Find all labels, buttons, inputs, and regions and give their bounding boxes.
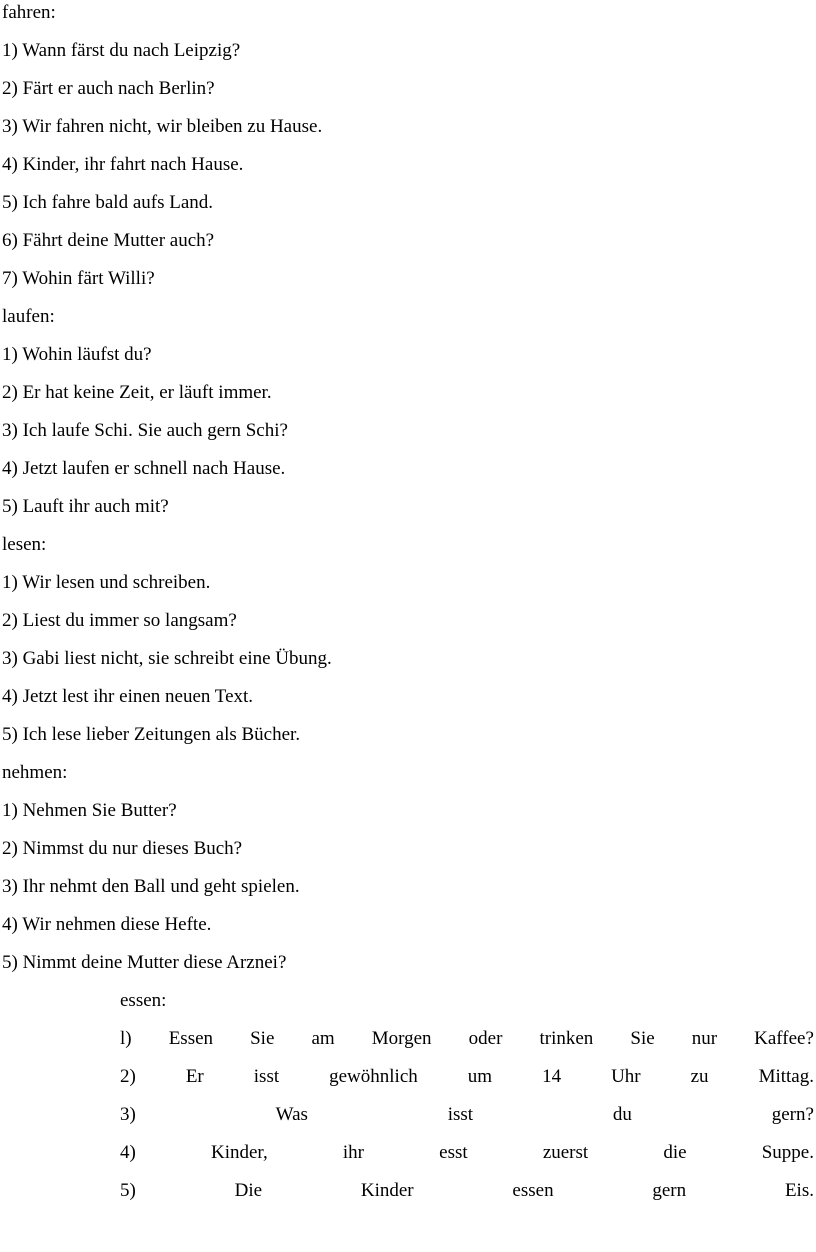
word: 5) [120, 1180, 136, 1201]
essen-block [120, 982, 814, 1210]
word: Kinder, [210, 1142, 268, 1163]
word: gern? [771, 1104, 814, 1125]
word: Sie [250, 1028, 275, 1049]
sentence-laufen-4: 4) Jetzt laufen er schnell nach Hause. [2, 458, 286, 479]
sentence-nehmen-4: 4) Wir nehmen diese Hefte. [2, 914, 212, 935]
sentence-lesen-5: 5) Ich lese lieber Zeitungen als Bücher. [2, 724, 301, 745]
word: Eis. [784, 1180, 814, 1201]
sentence-lesen-2: 2) Liest du immer so langsam? [2, 610, 237, 631]
word: Mittag. [758, 1066, 814, 1087]
word: oder [468, 1028, 503, 1049]
sentence-fahren-4: 4) Kinder, ihr fahrt nach Hause. [2, 154, 244, 175]
sentence-laufen-3: 3) Ich laufe Schi. Sie auch gern Schi? [2, 420, 288, 441]
word: Kaffee? [754, 1028, 814, 1049]
word: gern [652, 1180, 687, 1201]
sentence-essen-1 [120, 1020, 814, 1058]
sentence-laufen-2: 2) Er hat keine Zeit, er läuft immer. [2, 382, 272, 403]
sentence-fahren-1: 1) Wann färst du nach Leipzig? [2, 40, 241, 61]
sentence-fahren-7: 7) Wohin färt Willi? [2, 268, 155, 289]
sentence-essen-3 [120, 1096, 814, 1134]
word: Kinder [360, 1180, 414, 1201]
word: gewöhnlich [329, 1066, 418, 1087]
word: um [467, 1066, 493, 1087]
word: Suppe. [761, 1142, 814, 1163]
word: Was [275, 1104, 308, 1125]
sentence-nehmen-1: 1) Nehmen Sie Butter? [2, 800, 177, 821]
sentence-nehmen-2: 2) Nimmst du nur dieses Buch? [2, 838, 243, 859]
word: Essen [168, 1028, 214, 1049]
word: Sie [630, 1028, 655, 1049]
word: nur [691, 1028, 718, 1049]
word: am [311, 1028, 335, 1049]
section-heading-laufen: laufen: [2, 306, 55, 327]
sentence-lesen-3: 3) Gabi liest nicht, sie schreibt eine Übung. [2, 648, 332, 669]
word: zu [690, 1066, 709, 1087]
word: trinken [539, 1028, 594, 1049]
section-heading-lesen: lesen: [2, 534, 47, 555]
word: 4) [120, 1142, 136, 1163]
sentence-nehmen-5: 5) Nimmt deine Mutter diese Arznei? [2, 952, 287, 973]
word: Er [185, 1066, 204, 1087]
sentence-fahren-5: 5) Ich fahre bald aufs Land. [2, 192, 214, 213]
sentence-lesen-1: 1) Wir lesen und schreiben. [2, 572, 211, 593]
word: isst [447, 1104, 474, 1125]
word: 2) [120, 1066, 136, 1087]
section-heading-nehmen: nehmen: [2, 762, 68, 783]
word: die [663, 1142, 687, 1163]
word: Uhr [611, 1066, 641, 1087]
word: Die [234, 1180, 263, 1201]
word: 14 [542, 1066, 562, 1087]
section-heading-essen: essen: [120, 990, 167, 1011]
sentence-fahren-6: 6) Fährt deine Mutter auch? [2, 230, 215, 251]
section-heading-fahren: fahren: [2, 2, 56, 23]
word: isst [253, 1066, 280, 1087]
sentence-laufen-1: 1) Wohin läufst du? [2, 344, 152, 365]
word: ihr [342, 1142, 364, 1163]
sentence-laufen-5: 5) Lauft ihr auch mit? [2, 496, 169, 517]
word: du [612, 1104, 632, 1125]
word: essen [512, 1180, 554, 1201]
sentence-essen-5 [120, 1172, 814, 1210]
word: esst [439, 1142, 468, 1163]
sentence-essen-2 [120, 1058, 814, 1096]
sentence-fahren-2: 2) Färt er auch nach Berlin? [2, 78, 215, 99]
sentence-fahren-3: 3) Wir fahren nicht, wir bleiben zu Hause. [2, 116, 323, 137]
sentence-essen-4 [120, 1134, 814, 1172]
sentence-nehmen-3: 3) Ihr nehmt den Ball und geht spielen. [2, 876, 300, 897]
word: 3) [120, 1104, 136, 1125]
word: Morgen [371, 1028, 432, 1049]
sentence-lesen-4: 4) Jetzt lest ihr einen neuen Text. [2, 686, 254, 707]
word: zuerst [542, 1142, 589, 1163]
word: l) [120, 1028, 132, 1049]
